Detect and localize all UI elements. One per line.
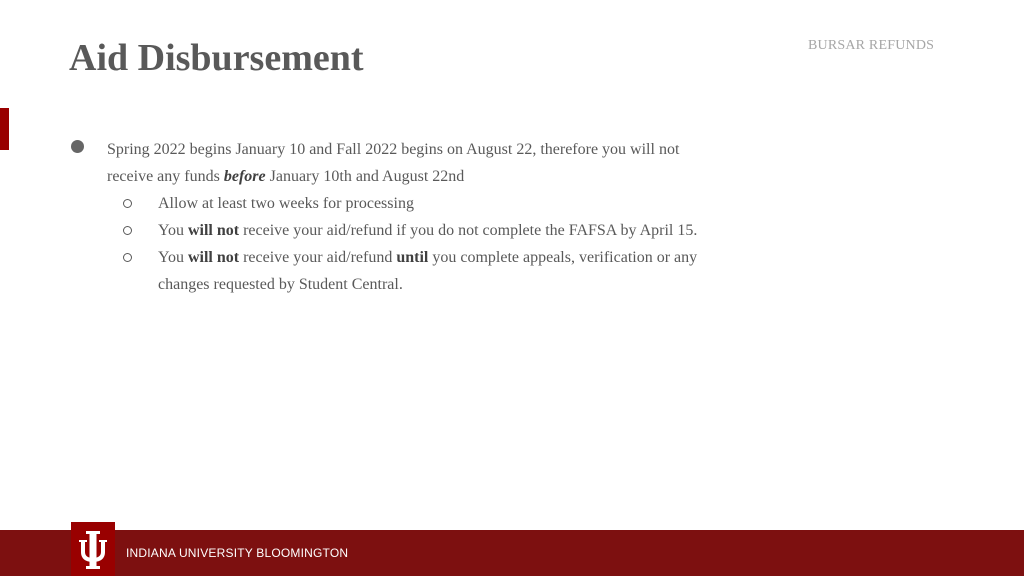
slide-title: Aid Disbursement: [69, 37, 364, 79]
bullet-main-line2: [107, 163, 464, 191]
sub-bullet-icon: [123, 199, 132, 208]
section-tag: BURSAR REFUNDS: [808, 38, 935, 53]
sub-bullet-3-bold: will not: [187, 249, 240, 266]
sub-bullet-3-line2: changes requested by Student Central.: [158, 276, 403, 293]
sub-bullet-2-pre: You: [158, 222, 188, 239]
sub-bullet-3-mid: receive your aid/refund: [239, 249, 397, 266]
bullet-icon: [71, 140, 84, 153]
bullet-main-emphasis: before: [223, 168, 266, 185]
iu-trident-icon: [71, 522, 115, 576]
accent-bar: [0, 108, 9, 150]
sub-bullet-icon: [123, 253, 132, 262]
sub-bullet-3-bold2: until: [396, 249, 429, 266]
bullet-main-line2-post: January 10th and August 22nd: [265, 168, 465, 185]
bullet-main-line2-pre: receive any funds: [107, 168, 224, 185]
sub-bullet-3-pre: You: [158, 249, 188, 266]
sub-bullet-2-bold: will not: [187, 222, 240, 239]
sub-bullet-1: Allow at least two weeks for processing: [158, 195, 414, 212]
bullet-main-line1: Spring 2022 begins January 10 and Fall 2022 begins on August 22, therefore you will not: [107, 141, 680, 158]
sub-bullet-3-line1: [158, 244, 697, 272]
sub-bullet-2-post: receive your aid/refund if you do not complete the FAFSA by April 15.: [239, 222, 698, 239]
iu-logo: [71, 522, 115, 576]
sub-bullet-3-post: you complete appeals, verification or any: [428, 249, 698, 266]
sub-bullet-2: [158, 217, 697, 245]
university-name: INDIANA UNIVERSITY BLOOMINGTON: [126, 546, 349, 560]
sub-bullet-icon: [123, 226, 132, 235]
